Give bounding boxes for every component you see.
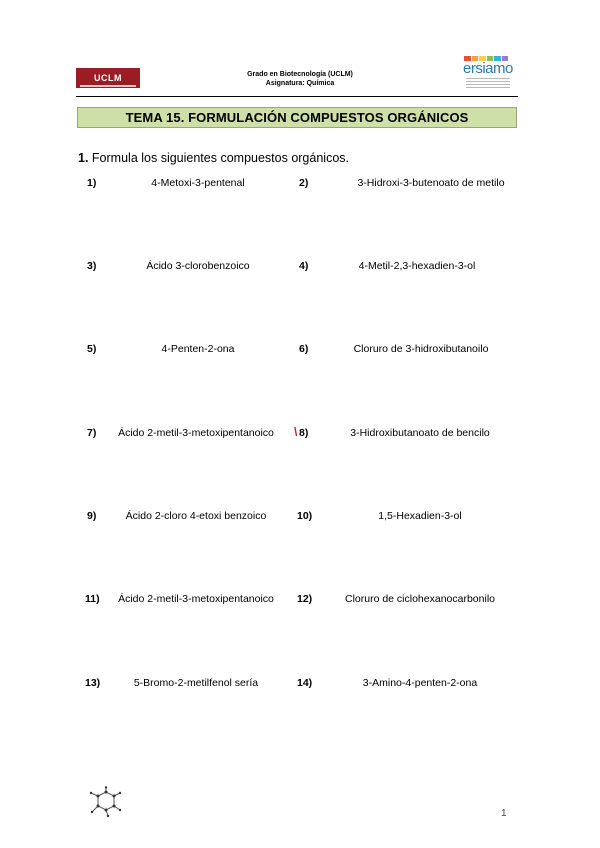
item-compound: Ácido 2-metil-3-metoxipentanoico [118,593,274,605]
item-compound: Cloruro de ciclohexanocarbonilo [344,593,495,605]
item-number: 12) [297,593,313,605]
item-number: 11) [85,593,100,605]
item-number: 3) [87,260,97,272]
item-number: 13) [85,677,101,689]
item-compound: Cloruro de 3-hidroxibutanoilo [353,343,489,355]
header-degree: Grado en Biotecnología (UCLM) [247,71,353,78]
item-compound: 3-Hidroxi-3-butenoato de metilo [357,177,505,189]
item-number: 1) [87,177,97,189]
item-number: 6) [299,343,309,355]
header-divider [76,96,518,97]
molecule-icon [86,786,126,818]
question-number: 1. [78,151,89,165]
item-number: 10) [297,510,313,522]
item-compound: Ácido 2-cloro 4-etoxi benzoico [125,510,267,522]
item-compound: 5-Bromo-2-metilfenol sería [133,677,259,689]
header-subject: Asignatura: Química [265,80,335,87]
item-compound: 4-Penten-2-ona [161,343,235,355]
item-compound: 3-Hidroxibutanoato de bencilo [350,427,490,439]
topic-title: TEMA 15. FORMULACIÓN COMPUESTOS ORGÁNICOS [125,110,469,125]
uclm-logo-text: UCLM [94,73,122,83]
item-number: 2) [299,177,309,189]
topic-title-bar [77,107,517,128]
question-statement [78,151,349,165]
item-compound: 4-Metil-2,3-hexadien-3-ol [358,260,476,272]
item-compound: 4-Metoxi-3-pentenal [151,177,245,189]
question-text: Formula los siguientes compuestos orgánicos. [91,151,349,165]
item-compound: Ácido 2-metil-3-metoxipentanoico [118,427,274,439]
item-compound: 3-Amino-4-penten-2-ona [362,677,478,689]
uclm-logo [76,68,140,88]
item-compound: 1,5-Hexadien-3-ol [378,510,462,522]
ersiamo-logo [460,56,520,92]
header-text [200,70,400,88]
ersiamo-tagline [466,78,510,90]
annotation-mark: \ [294,425,298,439]
item-compound: Ácido 3-clorobenzoico [146,260,250,272]
item-number: 8) [299,427,309,439]
ersiamo-logo-text: ersiamo [463,60,513,77]
item-number: 9) [87,510,97,522]
item-number: 7) [87,427,97,439]
item-number: 5) [87,343,97,355]
item-number: 14) [297,677,313,689]
page-number: 1 [501,808,507,819]
item-number: 4) [299,260,309,272]
